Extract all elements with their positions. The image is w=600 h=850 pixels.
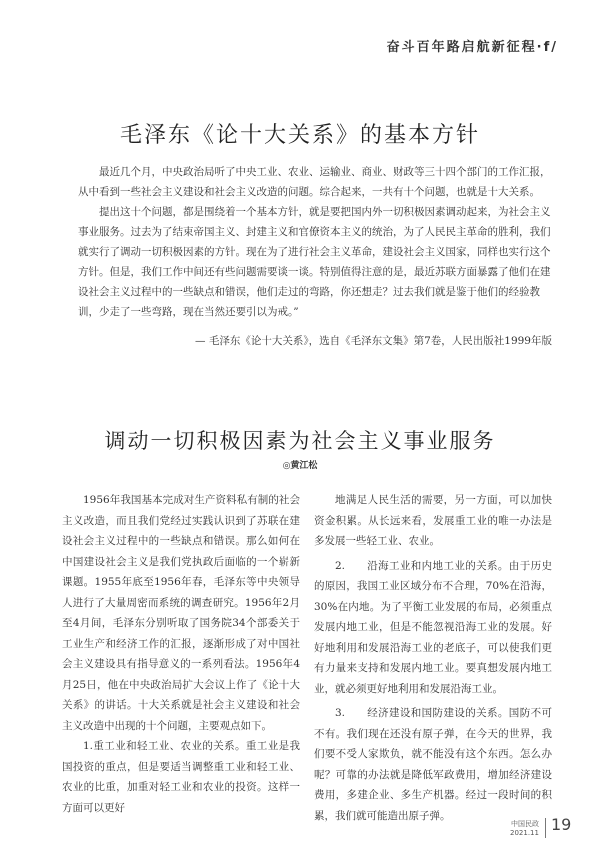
quote-paragraph: 提出这十个问题，都是围绕着一个基本方针，就是要把国内外一切积极因素调动起来，为社会主义事业服务。过去为了结束帝国主义、封建主义和官僚资本主义的统治，为了人民民主革命的胜利，我们就实行了调动一切积极因素的方针。现在为了进行社会主义革命，建设社会主义国家，同样也实行这个方针。但是，我们工作中间还有些问题需要谈一谈。特别值得注意的是，最近苏联方面暴露了他们在建设社会主义过程中的一些缺点和错误，他们走过的弯路，你还想走？过去我们就是鉴于他们的经验教训，少走了一些弯路，现在当然还要引以为戒。” xyxy=(78,206,551,318)
article2-left-column xyxy=(62,490,300,818)
article1-title: 毛泽东《论十大关系》的基本方针 xyxy=(119,123,480,148)
article2-author: ◎黄江松 xyxy=(282,461,318,471)
page-number: 19 xyxy=(551,815,572,834)
body-paragraph: 地满足人民生活的需要，另一方面，可以加快资金积累。从长远来看，发展重工业的唯一办法是多发展一些轻工业、农业。 xyxy=(314,494,552,547)
journal-name: 中国民政 xyxy=(510,820,539,828)
article2-right-column xyxy=(314,490,552,826)
body-paragraph: 1956年我国基本完成对生产资料私有制的社会主义改造，而且我们党经过实践认识到了苏联在建设社会主义过程中的一些缺点和错误。那么如何在中国建设社会主义是我们党执政后面临的一个崭新课题。1955年底至1956年春，毛泽东等中央领导人进行了大量周密而系统的调查研究。1956年2月至4月间，毛泽东分别听取了国务院34个部委关于工业生产和经济工作的汇报，逐渐形成了对中国社会主义建设具有指导意义的一系列看法。1956年4月25日，他在中央政治局扩大会议上作了《论十大关系》的讲话。十大关系就是社会主义建设和社会主义改造中出现的十个问题，主要观点如下。 xyxy=(62,494,300,732)
footer-journal xyxy=(510,820,539,838)
body-paragraph: 1.重工业和轻工业、农业的关系。重工业是我国投资的重点，但是要适当调整重工业和轻工业、农业的比重，加重对轻工业和农业的投资。这样一方面可以更好 xyxy=(62,740,300,814)
running-header: 奋斗百年路启航新征程·f/ xyxy=(386,40,558,55)
article1-citation: — 毛泽东《论十大关系》，选自《毛泽东文集》第7卷，人民出版社1999年版 xyxy=(195,335,552,347)
body-paragraph: 3. 经济建设和国防建设的关系。国防不可不有。我们现在还没有原子弹，在今天的世界，我们要不受人家欺负，就不能没有这个东西。怎么办呢？可靠的办法就是降低军政费用，增加经济建设费用，多建企业、多生产机器。经过一段时间的积累，我们就可能造出原子弹。 xyxy=(314,707,552,822)
quote-paragraph: 最近几个月，中央政治局听了中央工业、农业、运输业、商业、财政等三十四个部门的工作汇报，从中看到一些社会主义建设和社会主义改造的问题。综合起来，一共有十个问题，也就是十大关系。 xyxy=(78,166,551,198)
journal-issue: 2021.11 xyxy=(510,829,539,837)
footer-divider xyxy=(545,818,546,838)
body-paragraph: 2. 沿海工业和内地工业的关系。由于历史的原因，我国工业区域分布不合理，70%在沿海，30%在内地。为了平衡工业发展的布局，必须重点发展内地工业，但是不能忽视沿海工业的发展。好好地利用和发展沿海工业的老底子，可以使我们更有力量来支持和发展内地工业。要真想发展内地工业，就必须更好地利用和发展沿海工业。 xyxy=(314,559,552,695)
article2-title: 调动一切积极因素为社会主义事业服务 xyxy=(104,429,496,453)
article1-quote xyxy=(78,162,552,322)
